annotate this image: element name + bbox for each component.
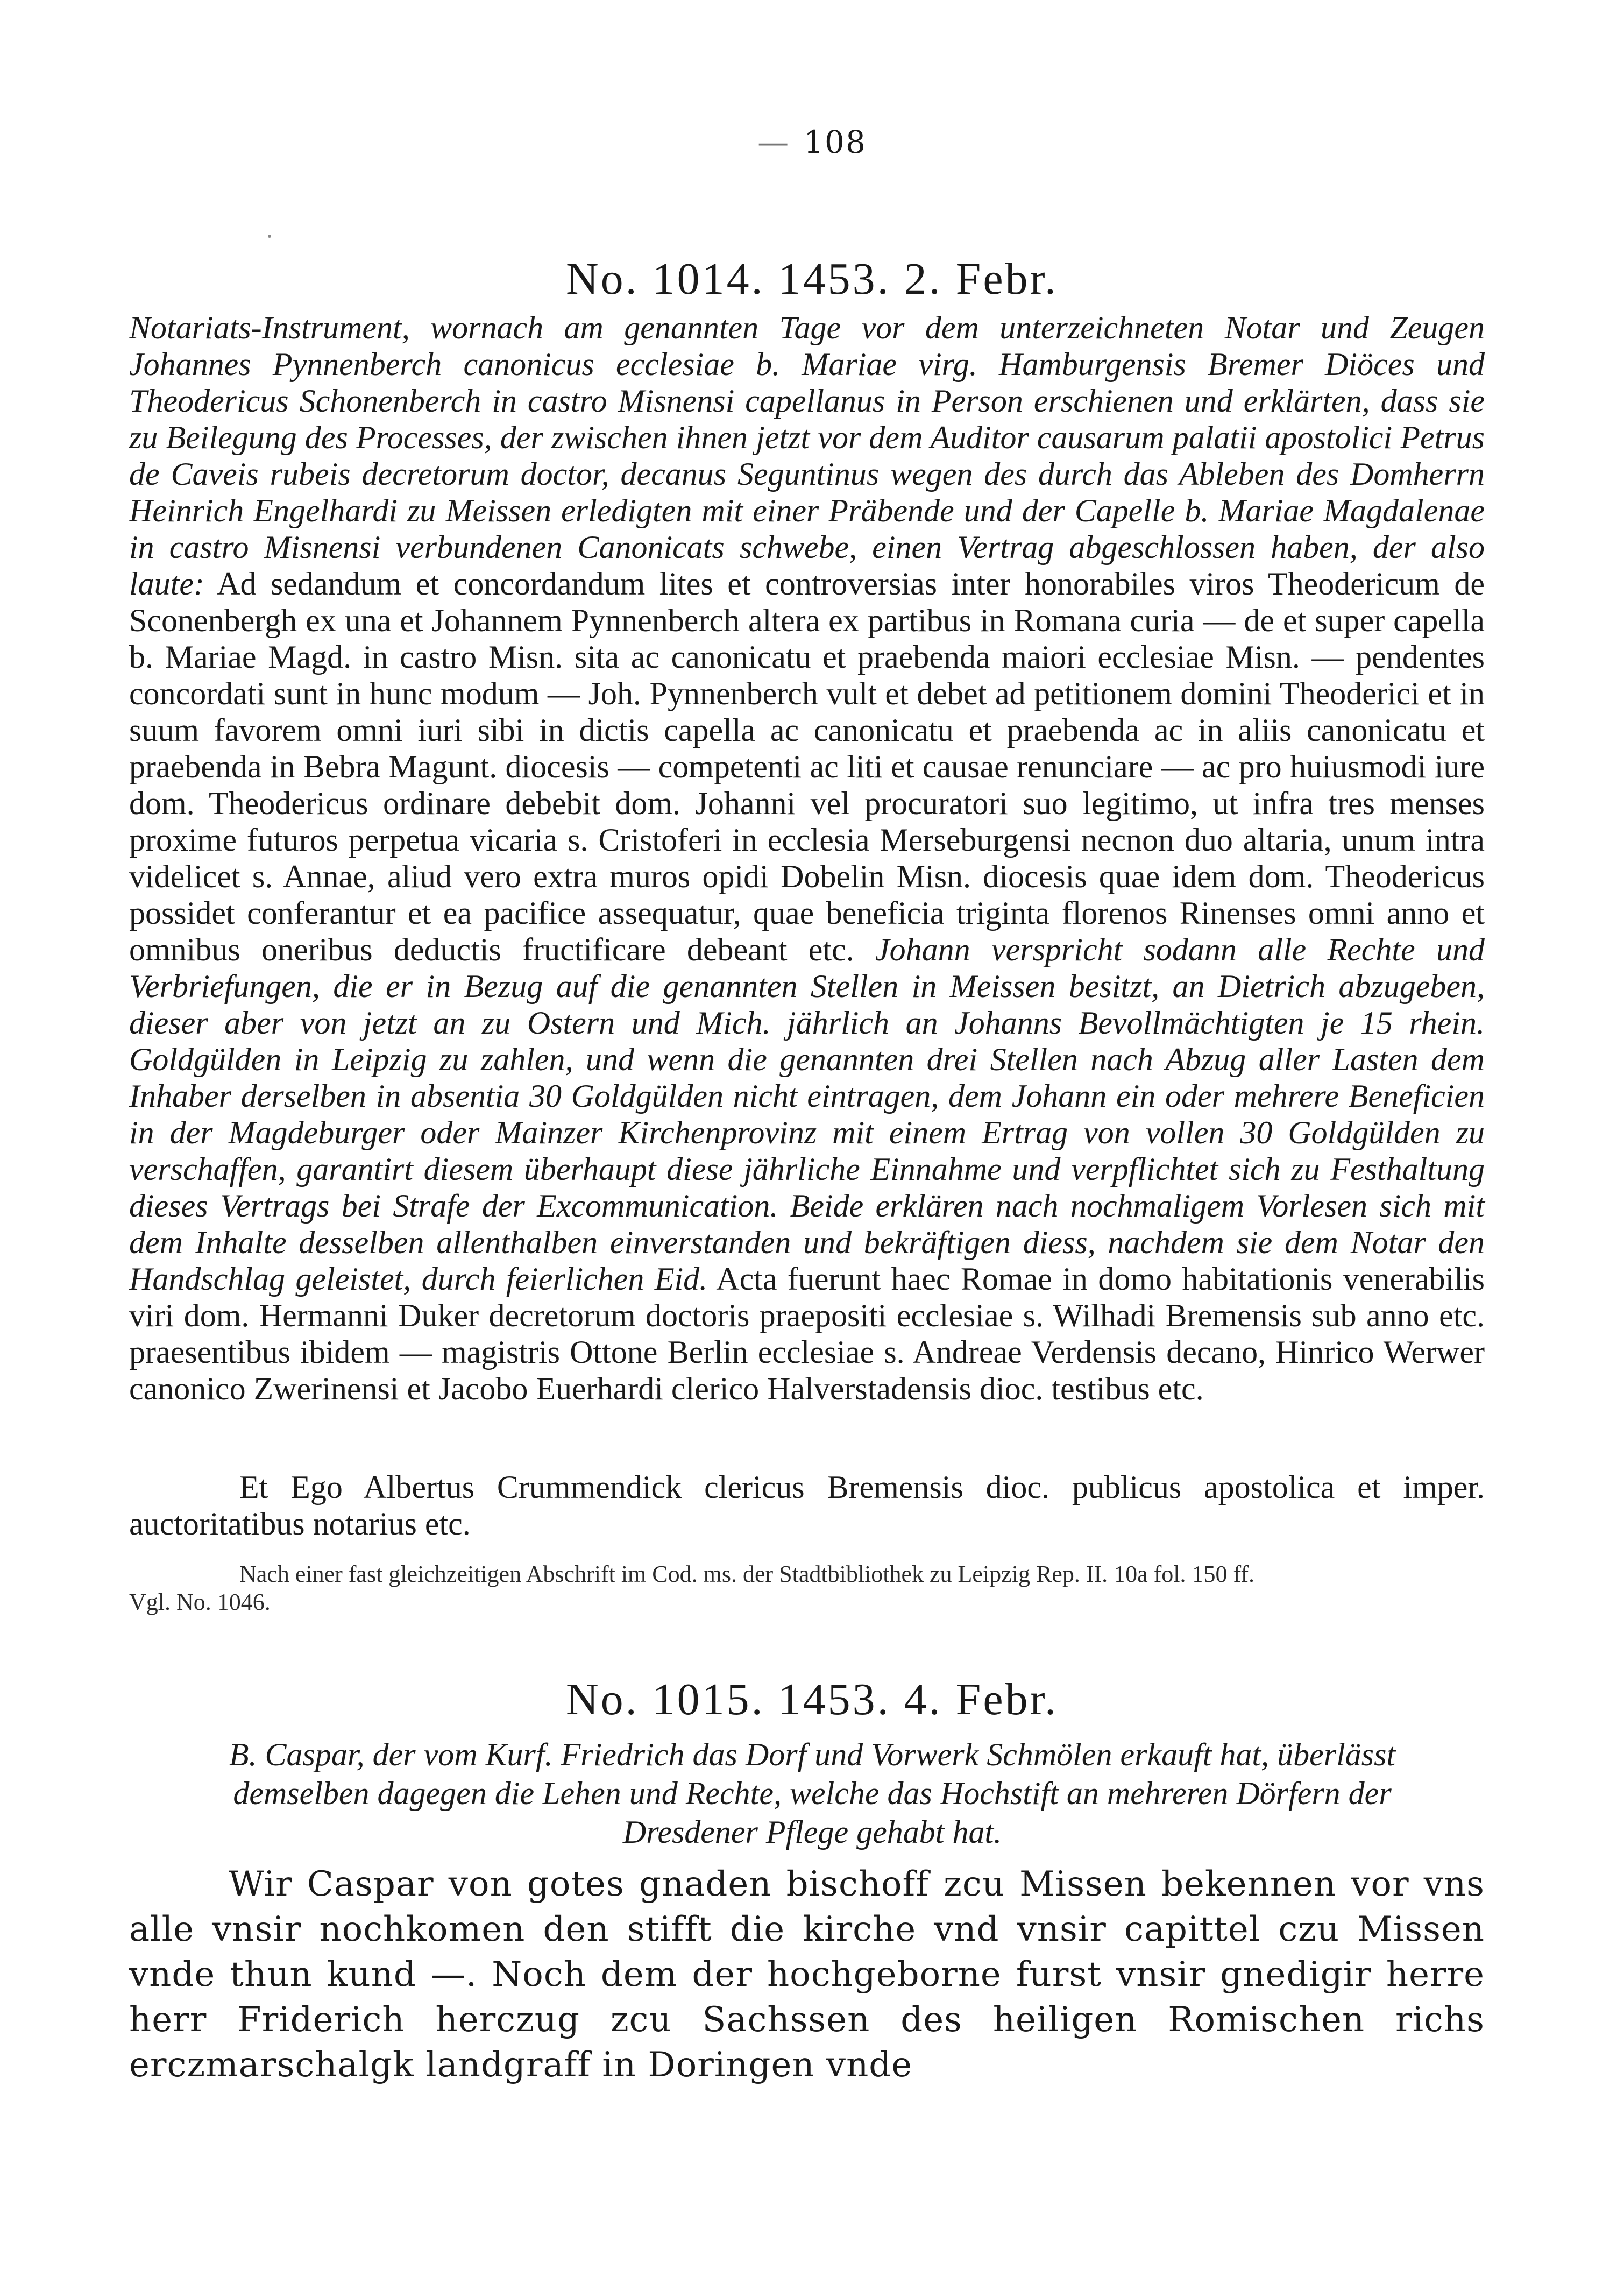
regest-text-1014-part2: Johann verspricht sodann alle Rechte und Verbriefungen, die er in Bezug auf die genannten Stellen in Meissen besitzt, an Dietrich abzugeben, dieser aber von jetzt an zu Ostern und Mich. jährlich an Johanns Bevollmächtigten je 15 rhein. Goldgülden in Leipzig zu zahlen, und wenn die genannten drei Stellen nach Abzug aller Lasten dem Inhaber derselben in absentia 30 Goldgülden nicht eintragen, dem Johann ein oder mehrere Beneficien in der Magdeburger oder Mainzer Kirchenprovinz mit einem Ertrag von vollen 30 Goldgülden zu verschaffen, garantirt diesem überhaupt diese jährliche Einnahme und verpflichtet sich zu Festhaltung dieses Vertrags bei Strafe der Excommunication. Beide erklären nach nochmaligem Vorlesen sich mit dem Inhalte desselben allenthalben einverstanden und bekräftigen diess, nachdem sie dem Notar den Handschlag geleistet, durch feierlichen Eid. bbox=[129, 932, 1485, 1297]
regest-1015-line-1: B. Caspar, der vom Kurf. Friedrich das Dorf und Vorwerk Schmölen erkauft hat, überlässt bbox=[229, 1737, 1396, 1772]
footnote-crossref: Vgl. No. 1046. bbox=[129, 1589, 271, 1615]
latin-text-1014-part1: Ad sedandum et concordandum lites et controversias inter honorabiles viros Theodericum de Sconenbergh ex una et Johannem Pynnenberch altera ex partibus in Romana curia — de et super capella b. Mariae Magd. in castro Misn. sita ac canonicatu et praebenda maiori ecclesiae Misn. — pendentes concordati sunt in hunc modum — Joh. Pynnenberch vult et debet ad petitionem domini Theoderici et in suum favorem omni iuri sibi in dictis capella ac canonicatu et praebenda ac in aliis canonicatu et praebenda in Bebra Magunt. diocesis — competenti ac liti et causae renunciare — ac pro huiusmodi iure dom. Theodericus ordinare debebit dom. Johanni vel procuratori suo legitimo, ut infra tres menses proxime futuros perpetua vicaria s. Cristoferi in ecclesia Merseburgensi necnon duo altaria, unum intra videlicet s. Annae, aliud vero extra muros opidi Dobelin Misn. diocesis quae idem dom. Theodericus possidet conferantur et ea pacifice assequatur, quae beneficia triginta florenos Rinenses omni anno et omnibus oneribus deductis fructificare debeant etc. bbox=[129, 566, 1485, 967]
page-number-dash: — bbox=[757, 124, 790, 160]
scan-speck bbox=[268, 235, 271, 238]
notary-signature: Et Ego Albertus Crummendick clericus Bremensis dioc. publicus apostolica et imper. auctoritatibus notarius etc. bbox=[129, 1469, 1485, 1541]
entry-heading-1014: No. 1014. 1453. 2. Febr. bbox=[566, 254, 1058, 304]
entry-body-1014 bbox=[129, 309, 1485, 1407]
source-footnote bbox=[129, 1560, 1485, 1616]
page-number-value: 108 bbox=[804, 124, 867, 160]
footnote-source: Nach einer fast gleichzeitigen Abschrift im Cod. ms. der Stadtbibliothek zu Leipzig Rep. II. 10a fol. 150 ff. bbox=[239, 1561, 1255, 1587]
page-number bbox=[0, 124, 1624, 160]
regest-text-1014: Notariats-Instrument, wornach am genannten Tage vor dem unterzeichneten Notar und Zeugen Johannes Pynnenberch canonicus ecclesiae b. Mariae virg. Hamburgensis Bremer Diöces und Theodericus Schonenberch in castro Misnensi capellanus in Person erschienen und erklärten, dass sie zu Beilegung des Processes, der zwischen ihnen jetzt vor dem Auditor causarum palatii apostolici Petrus de Caveis rubeis decretorum doctor, decanus Seguntinus wegen des durch das Ableben des Domherrn Heinrich Engelhardi zu Meissen erledigten mit einer Präbende und der Capelle b. Mariae Magdalenae in castro Misnensi verbundenen Canonicats schwebe, einen Vertrag abgeschlossen haben, der also laute: bbox=[129, 310, 1485, 602]
charter-text-1015-body: Wir Caspar von gotes gnaden bischoff zcu Missen bekennen vor vns alle vnsir nochkomen den stifft die kirche vnd vnsir capittel czu Missen vnde thun kund —. Noch dem der hochgeborne furst vnsir gnedigir herre herr Friderich herczug zcu Sachssen des heiligen Romischen richs erczmarschalgk landgraff in Doringen vnde bbox=[129, 1864, 1485, 2085]
entry-heading-1015: No. 1015. 1453. 4. Febr. bbox=[566, 1674, 1058, 1724]
latin-text-1014-part2: Acta fuerunt haec Romae in domo habitationis venerabilis viri dom. Hermanni Duker decretorum doctoris praepositi ecclesiae s. Wilhadi Bremensis sub anno etc. praesentibus ibidem — magistris Ottone Berlin ecclesiae s. Andreae Verdensis decano, Hinrico Werwer canonico Zwerinensi et Jacobo Euerhardi clerico Halverstadensis dioc. testibus etc. bbox=[129, 1261, 1485, 1406]
charter-text-1015 bbox=[129, 1862, 1485, 2088]
regest-1015-line-2: demselben dagegen die Lehen und Rechte, welche das Hochstift an mehreren Dörfern der bbox=[233, 1776, 1392, 1811]
regest-1015-line-3: Dresdener Pflege gehabt hat. bbox=[622, 1814, 1002, 1850]
regest-1015 bbox=[161, 1735, 1463, 1851]
